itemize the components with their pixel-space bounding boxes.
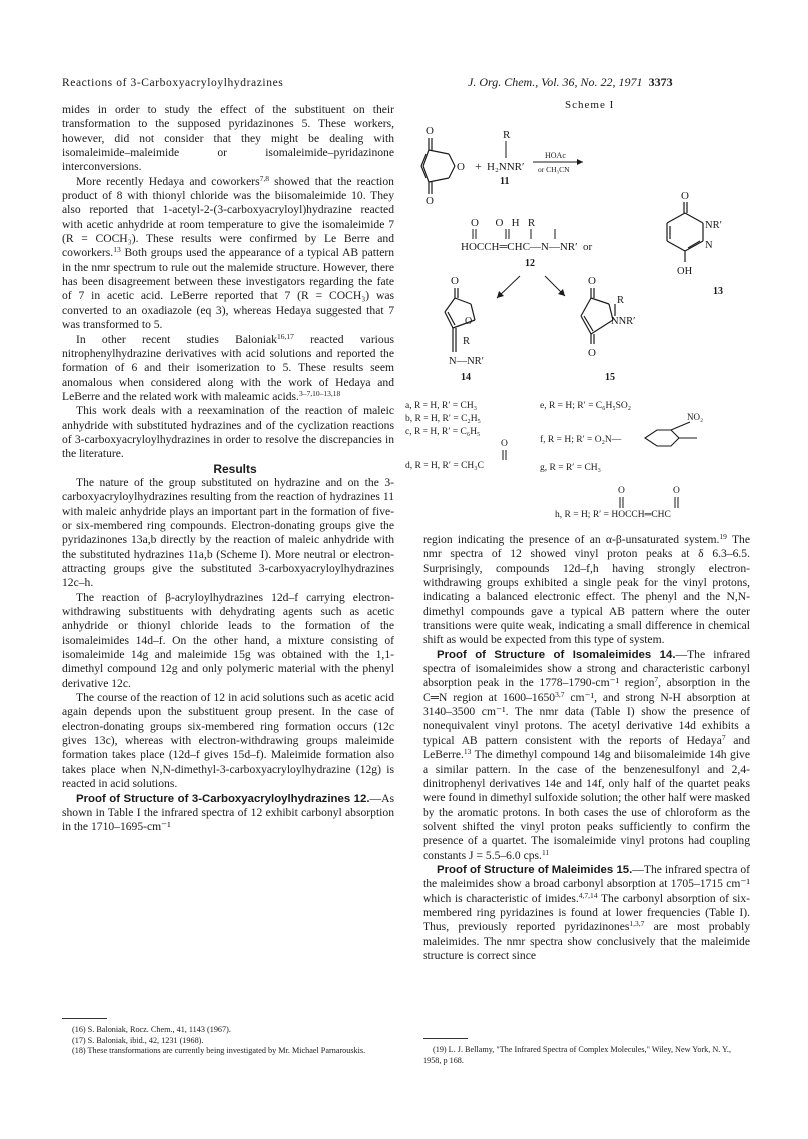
paragraph: More recently Hedaya and coworkers$^{7,8}$ showed that the reaction product of 8 with thionyl chloride was the biisomaleimide 10. They also reported that 1-acetyl-2-(3-carboxyacryloyl)hydrazine reacted with acetic anhydride at room temperature to give the isomaleimide 7 (R = COCH₃). These results were confirmed by Le Berre and coworkers.$^{13}$ Both groups used the appearance of a typical AB pattern in the nmr spectrum to rule out the malemide structure. However, there has been disagreement between these investigators regarding the fate of 7 in acetic acid. LeBerre reported that 7 (R = COCH₃) was converted to an oxadiazole (eq 3), whereas Hedaya suggested that 7 was transformed to 5. [62, 173, 394, 332]
legend-d: d, R = H, R′ = CH₃C [405, 461, 484, 471]
oxygen-label: O [501, 439, 508, 449]
paragraph: The reaction of β-acryloylhydrazines 12d–f carrying electron-withdrawing substituents with dehydrating agents such as acetic anhydride or thionyl chloride leads to the formation of the isomaleimides 14d–f. On the other hand, a mixture consisting of isomaleimide 14g and maleimide 15g was obtained with the 1,1-dimethyl compound 12g and only polymeric material with the phenyl derivative 12c. [62, 590, 394, 690]
compound-number: 15 [605, 372, 615, 383]
maleic-anhydride-structure [421, 138, 455, 194]
scheme-title: Scheme I [565, 99, 615, 111]
legend-g: g, R = R′ = CH₃ [540, 463, 601, 473]
pyridazinone-NR: NR′ [705, 220, 722, 231]
reagent-label: or CH₃CN [538, 165, 570, 174]
oxygen-label: O [618, 486, 625, 496]
arrow-head [577, 159, 583, 165]
legend-f: f, R = H; R′ = O₂N— [540, 435, 622, 445]
isomaleimide-N: N—NR′ [449, 356, 484, 367]
footnote: (18) These transformations are currently being investigated by Mr. Michael Parnarouskis. [72, 1046, 366, 1055]
subheading: Proof of Structure of Maleimides 15. [437, 863, 633, 876]
legend-bonds [503, 450, 506, 460]
compound-number: 13 [713, 286, 723, 297]
legend-h: h, R = H; R′ = HOCCH═CHC [555, 510, 671, 520]
section-title-results: Results [213, 461, 257, 476]
compound-number: 14 [461, 372, 471, 383]
footnotes-right [423, 1045, 750, 1066]
paragraph: This work deals with a reexamination of the reaction of maleic anhydride with substituted hydrazines and of the cyclization reactions of 3-carboxyacryloylhydrazines in order to resolve the discrepancies in the literature. [62, 404, 394, 461]
maleimide-structure [581, 288, 615, 344]
journal-citation [468, 75, 673, 90]
oxygen-label: O [457, 161, 465, 173]
paragraph: Proof of Structure of 3-Carboxyacryloylhydrazines 12.—As shown in Table I the infrared spectra of 12 exhibit carbonyl absorption in the 1710–1695-cm⁻¹ [62, 791, 394, 834]
paragraph: Proof of Structure of Isomaleimides 14.—The infrared spectra of isomaleimides show a strong and characteristic carbonyl absorption peak in the 1778–1790-cm⁻¹ region$^7$, absorption in the C═N region at 1600–1650$^{3,7}$ cm⁻¹, and strong N-H absorption at 3140–3500 cm⁻¹. The nmr data (Table I) show the presence of nonequivalent vinyl protons. The acetyl derivative 14d exhibits a typical AB pattern consistent with the reports of Hedaya$^7$ and LeBerre.$^{13}$ The dimethyl compound 14g and biisomaleimide 14h give a similar pattern. In the case of the benzenesulfonyl and 2,4-dinitrophenyl derivatives 14e and 14f, only half of the quartet peaks were found in dimethyl sulfoxide solution; the other half were masked by the aromatic protons. In both cases the use of chloroform as the solvent shifted the vinyl proton peaks sufficiently to confirm the presence of a quartet. The isomaleimide vinyl protons had coupling constants J = 5.5–6.0 cps.$^{11}$ [423, 647, 751, 862]
hydrazine-R: R [503, 129, 511, 141]
dinitrophenyl-ring [645, 422, 697, 446]
oxygen-label: O [588, 275, 596, 287]
running-title: Reactions of 3-Carboxyacryloylhydrazines [62, 77, 284, 89]
pyridazinone-OH: OH [677, 266, 693, 277]
paragraph: region indicating the presence of an α-β-unsaturated system.$^{19}$ The nmr spectra of 12 showed vinyl proton peaks at δ 6.3–6.5. Surprisingly, compounds 12d–f,h having strongly electron-withdrawing groups exhibited a single peak for the vinyl protons, indicating a balanced electronic effect. The phenyl and the N,N-dimethyl compounds gave a typical AB pattern where the outer transitions were quite weak, indicating a small difference in chemical shift as would be expected from this type of system. [423, 532, 751, 647]
paragraph: The course of the reaction of 12 in acid solutions such as acetic acid again depends upon the substituent group present. In the case of electron-donating groups six-membered ring formation occurs (12c gives 13c), whereas with electron-withdrawing groups maleimide formation takes place (12d–f gives 15d–f). Maleimide formation also takes place when N,N-dimethyl-3-carboxyacryloylhydrazine (12g) is reacted in acid solutions. [62, 691, 394, 791]
plus-sign: + [475, 159, 482, 173]
oxygen-label: O [673, 486, 680, 496]
subheading: Proof of Structure of 3-Carboxyacryloylhydrazines 12. [76, 792, 370, 805]
legend-a: a, R = H, R′ = CH₃ [405, 401, 478, 411]
legend-f-nitro: NO₂ [687, 412, 704, 422]
oxygen-label: O [465, 316, 473, 327]
footnote-rule [423, 1038, 468, 1039]
compound-number: 12 [525, 258, 535, 269]
reagent-label: HOAc [545, 151, 566, 160]
reaction-scheme [405, 98, 755, 523]
paragraph: mides in order to study the effect of the substituent on their transformation to the supposed pyridazinones 5. These workers, however, did not consider that they might be dealing with isomaleimide–maleimide or isomaleimide–pyridazinone interconversions. [62, 103, 394, 174]
footnotes-left [62, 1025, 392, 1057]
paragraph: Proof of Structure of Maleimides 15.—The infrared spectra of the maleimides show a broad carbonyl absorption at 1705–1715 cm⁻¹ which is characteristic of imides.$^{4,7,14}$ The carbonyl absorption of six-membered ring pyridazines is found at lower frequencies (Table I). Thus, previously reported pyridazinones$^{1,3,7}$ are most probably maleimides. The nmr spectra show conclusively that the maleimide structure is correct since [423, 862, 750, 962]
oxygen-label: O [681, 190, 689, 202]
oxygen-label: O [451, 275, 459, 287]
oxygen-label: O [426, 195, 434, 207]
carbonyl-bonds [473, 229, 555, 239]
oxygen-label: O [426, 125, 434, 137]
footnote-rule [62, 1018, 107, 1019]
paragraph: In other recent studies Baloniak$^{16,17}$ reacted various nitrophenylhydrazine derivatives with acid solutions and reported the formation of 6 and their isomerization to 5. These results seem anomalous when considered along with the work of Hedaya and LeBerre and the related work with maleamic acids.$^{3-7,10-13,18}$ [62, 331, 395, 403]
or-label: or [583, 241, 593, 253]
footnote: (19) L. J. Bellamy, "The Infrared Spectra of Complex Molecules," Wiley, New York, N. Y., 1958, p 168. [423, 1045, 732, 1065]
page-number: 3373 [648, 75, 673, 89]
paragraph: The nature of the group substituted on hydrazine and on the 3-carboxyacryloylhydrazines resulting from the reaction of hydrazines 11 with maleic anhydride plays an important part in the formation of five- or six-membered ring compounds. Electron-donating groups give the pyridazinones 13a,b directly by the reaction of maleic anhydride with the substituted hydrazines 11a,b (Scheme I). More neutral or electron-attracting groups give the substituted 3-carboxyacryloylhydrazines 12c–h. [62, 475, 394, 590]
subheading: Proof of Structure of Isomaleimides 14. [437, 648, 676, 661]
pyridazinone-N: N [705, 240, 713, 251]
scheme-drawing [405, 98, 755, 523]
footnote: (17) S. Baloniak, ibid., 42, 1231 (1968). [72, 1035, 204, 1045]
acid-top-labels: O O H R [471, 217, 536, 229]
maleimide-R: R [617, 295, 625, 306]
pyridazinone-structure [667, 202, 703, 262]
legend-e: e, R = H; R′ = C₆H₅SO₂ [540, 401, 632, 411]
legend-c: c, R = H, R′ = C₆H₅ [405, 427, 481, 437]
maleimide-NNR: NNR′ [611, 316, 636, 327]
journal-name: J. Org. Chem., Vol. 36, No. 22, 1971 [468, 75, 643, 89]
oxygen-label: O [588, 347, 596, 359]
legend-b: b, R = H, R′ = C₂H₅ [405, 414, 481, 424]
acid-formula: HOCCH═CHC—N—NR′ [461, 241, 578, 253]
right-column [423, 533, 750, 963]
left-column [62, 103, 394, 835]
isomaleimide-R: R [463, 336, 471, 347]
footnote: (16) S. Baloniak, Rocz. Chem., 41, 1143 (1967). [72, 1025, 231, 1034]
legend-bonds [620, 497, 678, 508]
compound-number: 11 [500, 176, 510, 187]
hydrazine-formula: H₂NNR′ [487, 161, 525, 173]
